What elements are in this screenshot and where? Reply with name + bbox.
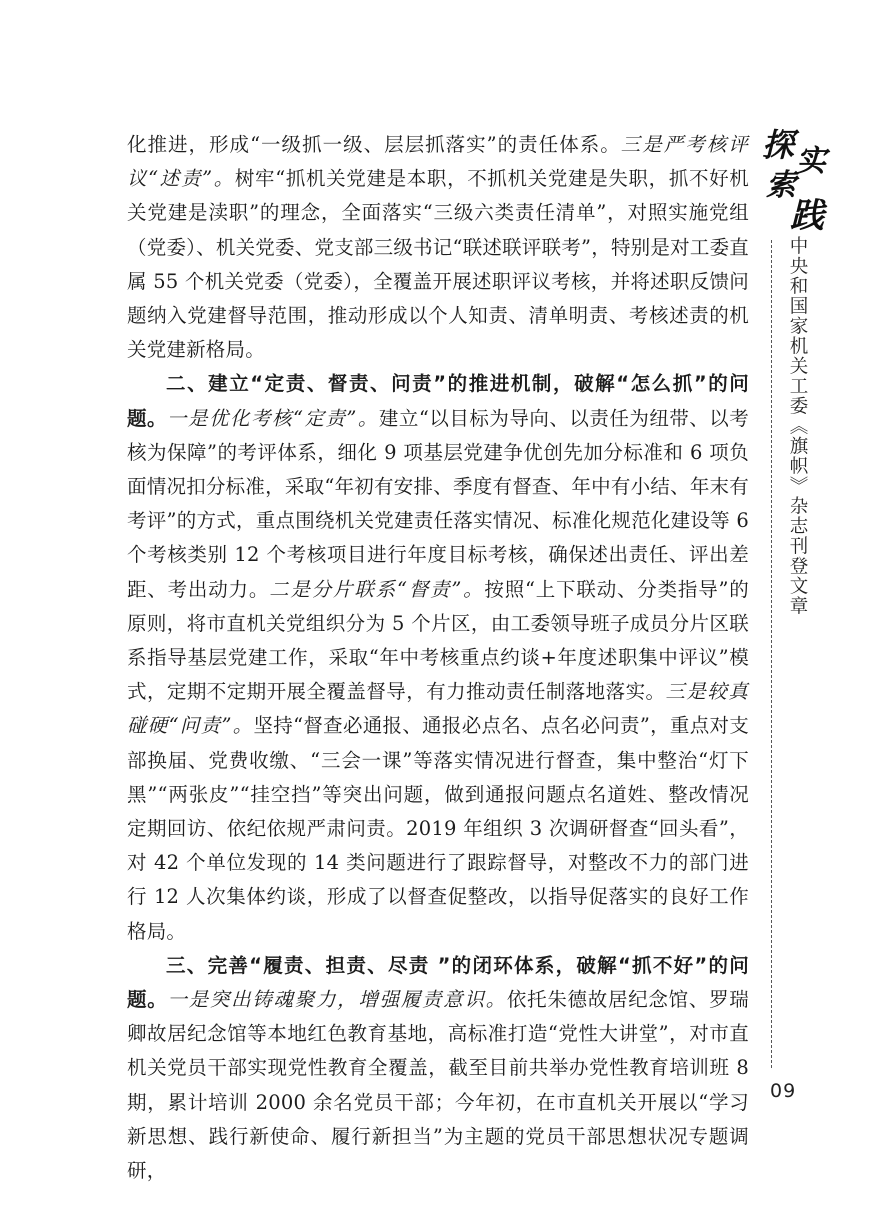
article-body bbox=[127, 128, 749, 1188]
logo-char: 践 bbox=[790, 196, 824, 236]
text-run: 依托朱德故居纪念馆、罗瑞卿故居纪念馆等本地红色教育基地，高标准打造“党性大讲堂”，对市直机关党员干部实现党性教育全覆盖，截至目前共举办党性教育培训班 8 期，累计培训 2000 余名党员干部；今年初，在市直机关开展以“学习新思想、践行新使命、履行新担当”为主题的党员干部思想状况专题调研， bbox=[127, 988, 749, 1183]
section-heading-3: 三、完善“履责、担责、尽责 ”的闭环体系，破解“抓不好”的问题。 bbox=[127, 953, 749, 1012]
logo-char: 实 bbox=[796, 144, 826, 179]
logo-char: 索 bbox=[766, 168, 796, 203]
side-divider bbox=[771, 240, 772, 1068]
text-run: 化推进，形成“一级抓一级、层层抓落实”的责任体系。 bbox=[127, 133, 621, 156]
paragraph-3 bbox=[127, 949, 749, 1188]
text-run: 树牢“抓机关党建是本职，不抓机关党建是失职，抓不好机关党建是渎职”的理念，全面落实“三级六类责任清单”，对照实施党组（党委）、机关党委、党支部三级书记“联述联评联考”，特别是对工委直属 55 个机关党委（党委），全覆盖开展述职评议考核，并将述职反馈问题纳入党建督导范围，推动形成以个人知责、清单明责、考核述责的机关党建新格局。 bbox=[127, 167, 750, 362]
side-title: 中央和国家机关工委《旗帜》杂志刊登文章 bbox=[787, 236, 808, 616]
subpoint-label: 三是较真碰硬“问责”。 bbox=[127, 680, 749, 738]
subpoint-label: 二是分片联系“督责”。 bbox=[269, 577, 485, 601]
subpoint-label: 一是优化考核“定责”。 bbox=[167, 406, 379, 430]
paragraph-1 bbox=[127, 128, 749, 367]
text-run: 按照“上下联动、分类指导”的原则，将市直机关党组织分为 5 个片区，由工委领导班子成员分片区联系指导基层党建工作，采取“年中考核重点约谈+年度述职集中评议”模式，定期不定期开展全覆盖督导，有力推动责任制落地落实。 bbox=[127, 577, 749, 704]
section-heading-2: 二、建立“定责、督责、问责”的推进机制，破解“怎么抓”的问题。 bbox=[127, 372, 749, 430]
page-number: 09 bbox=[770, 1080, 797, 1102]
paragraph-2 bbox=[127, 367, 749, 948]
text-run: 建立“以目标为导向、以责任为纽带、以考核为保障”的考评体系，细化 9 项基层党建争优创先加分标准和 6 项负面情况扣分标准，采取“年初有安排、季度有督查、年中有小结、年末有考评”的方式，重点围绕机关党建责任落实情况、标准化规范化建设等 6 个考核类别 12 个考核项目进行年度目标考核，确保述出责任、评出差距、考出动力。 bbox=[127, 406, 750, 601]
logo-char: 探 bbox=[762, 126, 795, 164]
text-run: 坚持“督查必通报、通报必点名、点名必问责”，重点对支部换届、党费收缴、“三会一课”等落实情况进行督查，集中整治“灯下黑”“两张皮”“挂空挡”等突出问题，做到通报问题点名道姓、整改情况定期回访、依纪依规严肃问责。2019 年组织 3 次调研督查“回头看”，对 42 个单位发现的 14 类问题进行了跟踪督导，对整改不力的部门进行 12 人次集体约谈，形成了以督查促整改，以指导促落实的良好工作格局。 bbox=[127, 714, 749, 943]
subpoint-label: 三是严考核评议“述责”。 bbox=[127, 133, 749, 191]
brand-logo bbox=[760, 118, 832, 236]
subpoint-label: 一是突出铸魂聚力，增强履责意识。 bbox=[167, 988, 507, 1012]
